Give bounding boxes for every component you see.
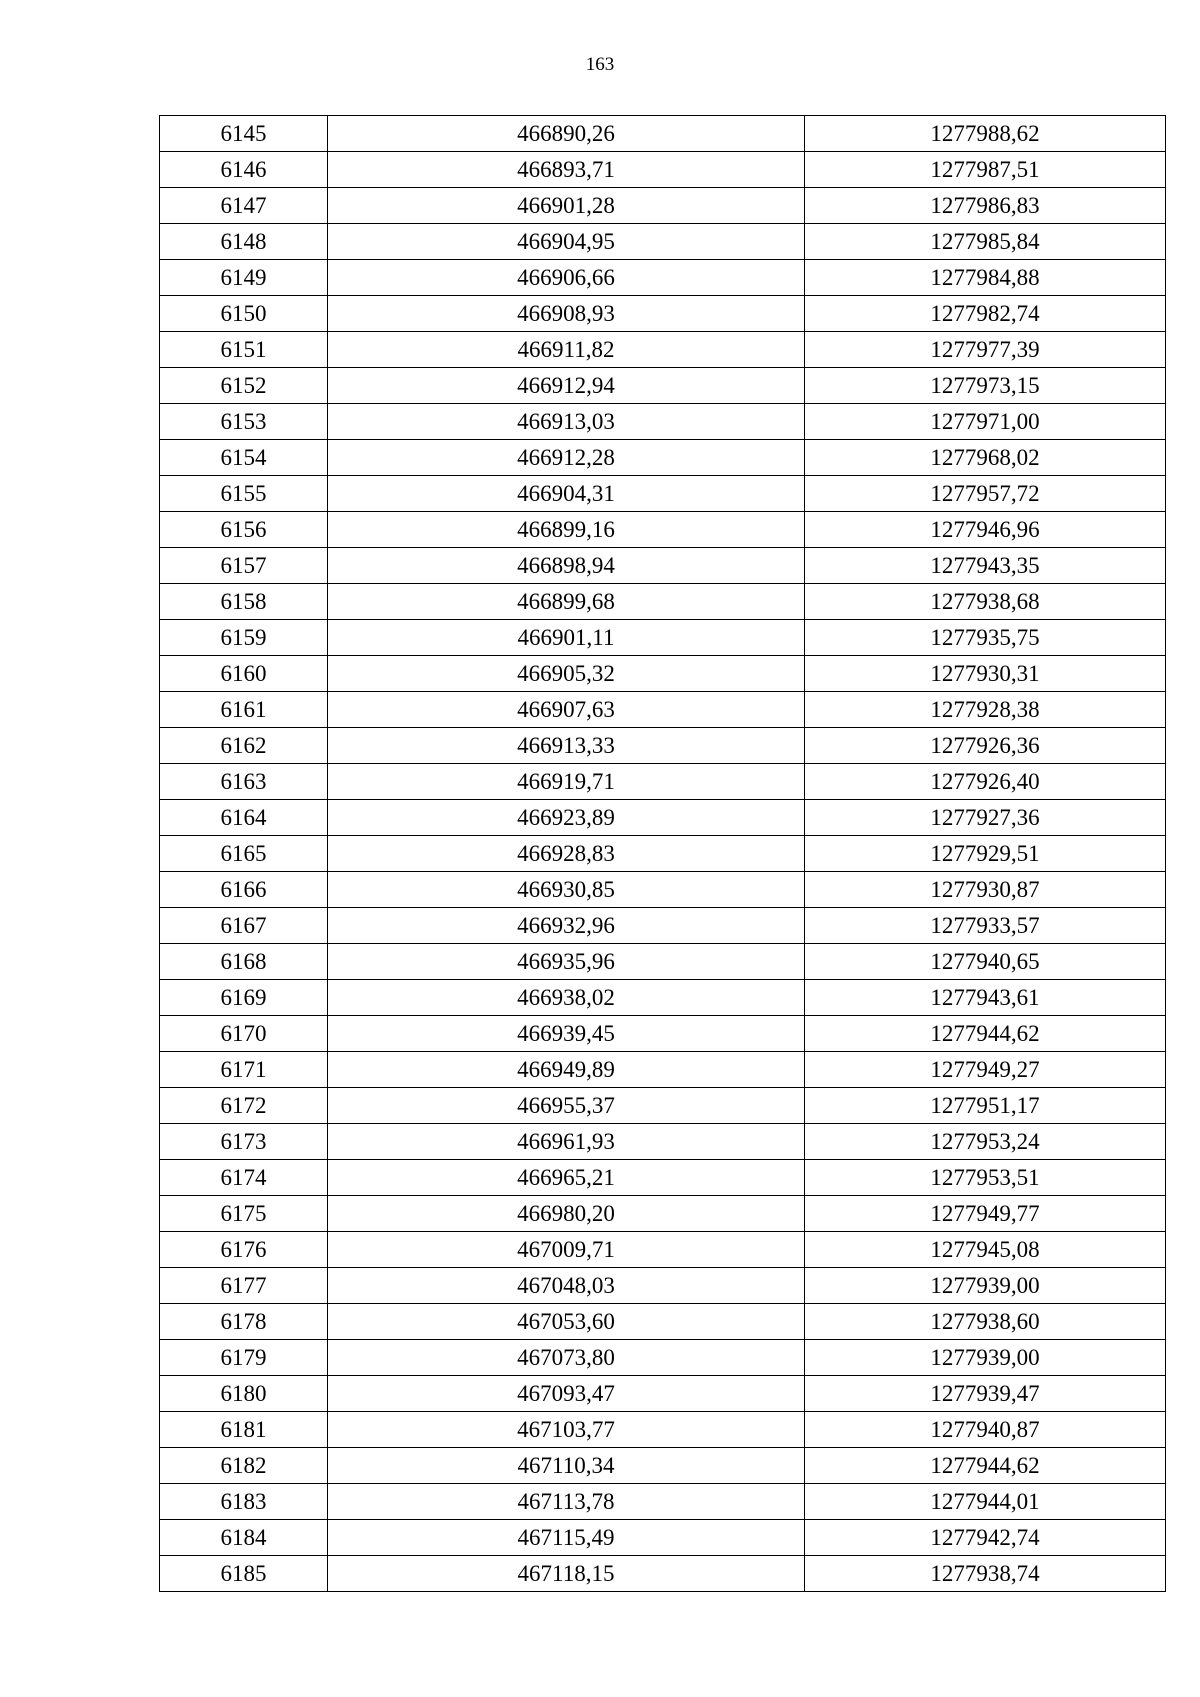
y-coordinate-cell: 1277944,62 [805, 1448, 1166, 1484]
y-coordinate-cell: 1277985,84 [805, 224, 1166, 260]
x-coordinate-cell: 466912,94 [328, 368, 805, 404]
table-row [160, 1268, 1166, 1304]
table-row [160, 368, 1166, 404]
table-row [160, 224, 1166, 260]
point-number-cell: 6179 [160, 1340, 328, 1376]
y-coordinate-cell: 1277933,57 [805, 908, 1166, 944]
point-number-cell: 6149 [160, 260, 328, 296]
table-row [160, 548, 1166, 584]
point-number-cell: 6185 [160, 1556, 328, 1592]
table-row [160, 476, 1166, 512]
x-coordinate-cell: 466938,02 [328, 980, 805, 1016]
point-number-cell: 6170 [160, 1016, 328, 1052]
table-row [160, 188, 1166, 224]
y-coordinate-cell: 1277939,00 [805, 1340, 1166, 1376]
point-number-cell: 6151 [160, 332, 328, 368]
y-coordinate-cell: 1277927,36 [805, 800, 1166, 836]
y-coordinate-cell: 1277935,75 [805, 620, 1166, 656]
y-coordinate-cell: 1277939,00 [805, 1268, 1166, 1304]
y-coordinate-cell: 1277930,31 [805, 656, 1166, 692]
x-coordinate-cell: 466899,68 [328, 584, 805, 620]
point-number-cell: 6161 [160, 692, 328, 728]
y-coordinate-cell: 1277957,72 [805, 476, 1166, 512]
y-coordinate-cell: 1277945,08 [805, 1232, 1166, 1268]
x-coordinate-cell: 466913,33 [328, 728, 805, 764]
point-number-cell: 6147 [160, 188, 328, 224]
x-coordinate-cell: 466939,45 [328, 1016, 805, 1052]
x-coordinate-cell: 467118,15 [328, 1556, 805, 1592]
x-coordinate-cell: 467103,77 [328, 1412, 805, 1448]
point-number-cell: 6178 [160, 1304, 328, 1340]
table-row [160, 800, 1166, 836]
y-coordinate-cell: 1277926,40 [805, 764, 1166, 800]
y-coordinate-cell: 1277929,51 [805, 836, 1166, 872]
x-coordinate-cell: 466923,89 [328, 800, 805, 836]
table-row [160, 1520, 1166, 1556]
y-coordinate-cell: 1277938,68 [805, 584, 1166, 620]
x-coordinate-cell: 466907,63 [328, 692, 805, 728]
point-number-cell: 6160 [160, 656, 328, 692]
x-coordinate-cell: 466904,95 [328, 224, 805, 260]
point-number-cell: 6169 [160, 980, 328, 1016]
page-number: 163 [585, 54, 615, 75]
table-row [160, 944, 1166, 980]
point-number-cell: 6145 [160, 116, 328, 152]
point-number-cell: 6182 [160, 1448, 328, 1484]
table-row [160, 1304, 1166, 1340]
table-row [160, 836, 1166, 872]
y-coordinate-cell: 1277949,27 [805, 1052, 1166, 1088]
x-coordinate-cell: 466899,16 [328, 512, 805, 548]
table-row [160, 1376, 1166, 1412]
point-number-cell: 6154 [160, 440, 328, 476]
point-number-cell: 6171 [160, 1052, 328, 1088]
x-coordinate-cell: 466928,83 [328, 836, 805, 872]
table-row [160, 1196, 1166, 1232]
table-row [160, 764, 1166, 800]
point-number-cell: 6159 [160, 620, 328, 656]
table-row [160, 1412, 1166, 1448]
point-number-cell: 6153 [160, 404, 328, 440]
table-row [160, 152, 1166, 188]
table-row [160, 332, 1166, 368]
point-number-cell: 6157 [160, 548, 328, 584]
point-number-cell: 6180 [160, 1376, 328, 1412]
table-row [160, 980, 1166, 1016]
x-coordinate-cell: 466949,89 [328, 1052, 805, 1088]
x-coordinate-cell: 466898,94 [328, 548, 805, 584]
point-number-cell: 6175 [160, 1196, 328, 1232]
table-row [160, 584, 1166, 620]
y-coordinate-cell: 1277944,62 [805, 1016, 1166, 1052]
y-coordinate-cell: 1277926,36 [805, 728, 1166, 764]
point-number-cell: 6146 [160, 152, 328, 188]
y-coordinate-cell: 1277968,02 [805, 440, 1166, 476]
y-coordinate-cell: 1277949,77 [805, 1196, 1166, 1232]
coordinates-table [159, 115, 1166, 1592]
point-number-cell: 6172 [160, 1088, 328, 1124]
point-number-cell: 6163 [160, 764, 328, 800]
y-coordinate-cell: 1277973,15 [805, 368, 1166, 404]
y-coordinate-cell: 1277938,60 [805, 1304, 1166, 1340]
x-coordinate-cell: 466965,21 [328, 1160, 805, 1196]
table-row [160, 1052, 1166, 1088]
y-coordinate-cell: 1277953,51 [805, 1160, 1166, 1196]
x-coordinate-cell: 467048,03 [328, 1268, 805, 1304]
y-coordinate-cell: 1277940,65 [805, 944, 1166, 980]
y-coordinate-cell: 1277946,96 [805, 512, 1166, 548]
y-coordinate-cell: 1277939,47 [805, 1376, 1166, 1412]
point-number-cell: 6166 [160, 872, 328, 908]
table-row [160, 1340, 1166, 1376]
y-coordinate-cell: 1277938,74 [805, 1556, 1166, 1592]
table-row [160, 116, 1166, 152]
point-number-cell: 6152 [160, 368, 328, 404]
x-coordinate-cell: 467073,80 [328, 1340, 805, 1376]
table-row [160, 1016, 1166, 1052]
point-number-cell: 6165 [160, 836, 328, 872]
y-coordinate-cell: 1277988,62 [805, 116, 1166, 152]
table-row [160, 656, 1166, 692]
point-number-cell: 6162 [160, 728, 328, 764]
y-coordinate-cell: 1277977,39 [805, 332, 1166, 368]
x-coordinate-cell: 467110,34 [328, 1448, 805, 1484]
x-coordinate-cell: 467113,78 [328, 1484, 805, 1520]
table-row [160, 1088, 1166, 1124]
point-number-cell: 6177 [160, 1268, 328, 1304]
table-row [160, 1232, 1166, 1268]
x-coordinate-cell: 466904,31 [328, 476, 805, 512]
table-row [160, 296, 1166, 332]
x-coordinate-cell: 466930,85 [328, 872, 805, 908]
table-row [160, 1160, 1166, 1196]
x-coordinate-cell: 466980,20 [328, 1196, 805, 1232]
table-row [160, 872, 1166, 908]
table-row [160, 512, 1166, 548]
x-coordinate-cell: 466955,37 [328, 1088, 805, 1124]
y-coordinate-cell: 1277984,88 [805, 260, 1166, 296]
point-number-cell: 6176 [160, 1232, 328, 1268]
point-number-cell: 6167 [160, 908, 328, 944]
y-coordinate-cell: 1277942,74 [805, 1520, 1166, 1556]
point-number-cell: 6173 [160, 1124, 328, 1160]
x-coordinate-cell: 467053,60 [328, 1304, 805, 1340]
x-coordinate-cell: 466901,28 [328, 188, 805, 224]
x-coordinate-cell: 466912,28 [328, 440, 805, 476]
x-coordinate-cell: 467093,47 [328, 1376, 805, 1412]
point-number-cell: 6156 [160, 512, 328, 548]
point-number-cell: 6168 [160, 944, 328, 980]
x-coordinate-cell: 466893,71 [328, 152, 805, 188]
point-number-cell: 6155 [160, 476, 328, 512]
table-row [160, 1448, 1166, 1484]
y-coordinate-cell: 1277944,01 [805, 1484, 1166, 1520]
point-number-cell: 6164 [160, 800, 328, 836]
x-coordinate-cell: 466906,66 [328, 260, 805, 296]
y-coordinate-cell: 1277982,74 [805, 296, 1166, 332]
y-coordinate-cell: 1277943,61 [805, 980, 1166, 1016]
coordinates-table-body [160, 116, 1166, 1592]
y-coordinate-cell: 1277943,35 [805, 548, 1166, 584]
table-row [160, 1484, 1166, 1520]
point-number-cell: 6184 [160, 1520, 328, 1556]
x-coordinate-cell: 466908,93 [328, 296, 805, 332]
table-row [160, 1124, 1166, 1160]
point-number-cell: 6158 [160, 584, 328, 620]
point-number-cell: 6148 [160, 224, 328, 260]
x-coordinate-cell: 466932,96 [328, 908, 805, 944]
table-row [160, 440, 1166, 476]
x-coordinate-cell: 466935,96 [328, 944, 805, 980]
table-row [160, 1556, 1166, 1592]
x-coordinate-cell: 466919,71 [328, 764, 805, 800]
point-number-cell: 6183 [160, 1484, 328, 1520]
table-row [160, 692, 1166, 728]
point-number-cell: 6181 [160, 1412, 328, 1448]
x-coordinate-cell: 466961,93 [328, 1124, 805, 1160]
x-coordinate-cell: 466890,26 [328, 116, 805, 152]
x-coordinate-cell: 466905,32 [328, 656, 805, 692]
y-coordinate-cell: 1277971,00 [805, 404, 1166, 440]
y-coordinate-cell: 1277928,38 [805, 692, 1166, 728]
table-row [160, 728, 1166, 764]
table-row [160, 908, 1166, 944]
y-coordinate-cell: 1277987,51 [805, 152, 1166, 188]
y-coordinate-cell: 1277953,24 [805, 1124, 1166, 1160]
point-number-cell: 6150 [160, 296, 328, 332]
table-row [160, 404, 1166, 440]
y-coordinate-cell: 1277930,87 [805, 872, 1166, 908]
point-number-cell: 6174 [160, 1160, 328, 1196]
table-row [160, 620, 1166, 656]
y-coordinate-cell: 1277951,17 [805, 1088, 1166, 1124]
y-coordinate-cell: 1277986,83 [805, 188, 1166, 224]
x-coordinate-cell: 466913,03 [328, 404, 805, 440]
x-coordinate-cell: 467115,49 [328, 1520, 805, 1556]
table-row [160, 260, 1166, 296]
y-coordinate-cell: 1277940,87 [805, 1412, 1166, 1448]
x-coordinate-cell: 466901,11 [328, 620, 805, 656]
x-coordinate-cell: 466911,82 [328, 332, 805, 368]
x-coordinate-cell: 467009,71 [328, 1232, 805, 1268]
